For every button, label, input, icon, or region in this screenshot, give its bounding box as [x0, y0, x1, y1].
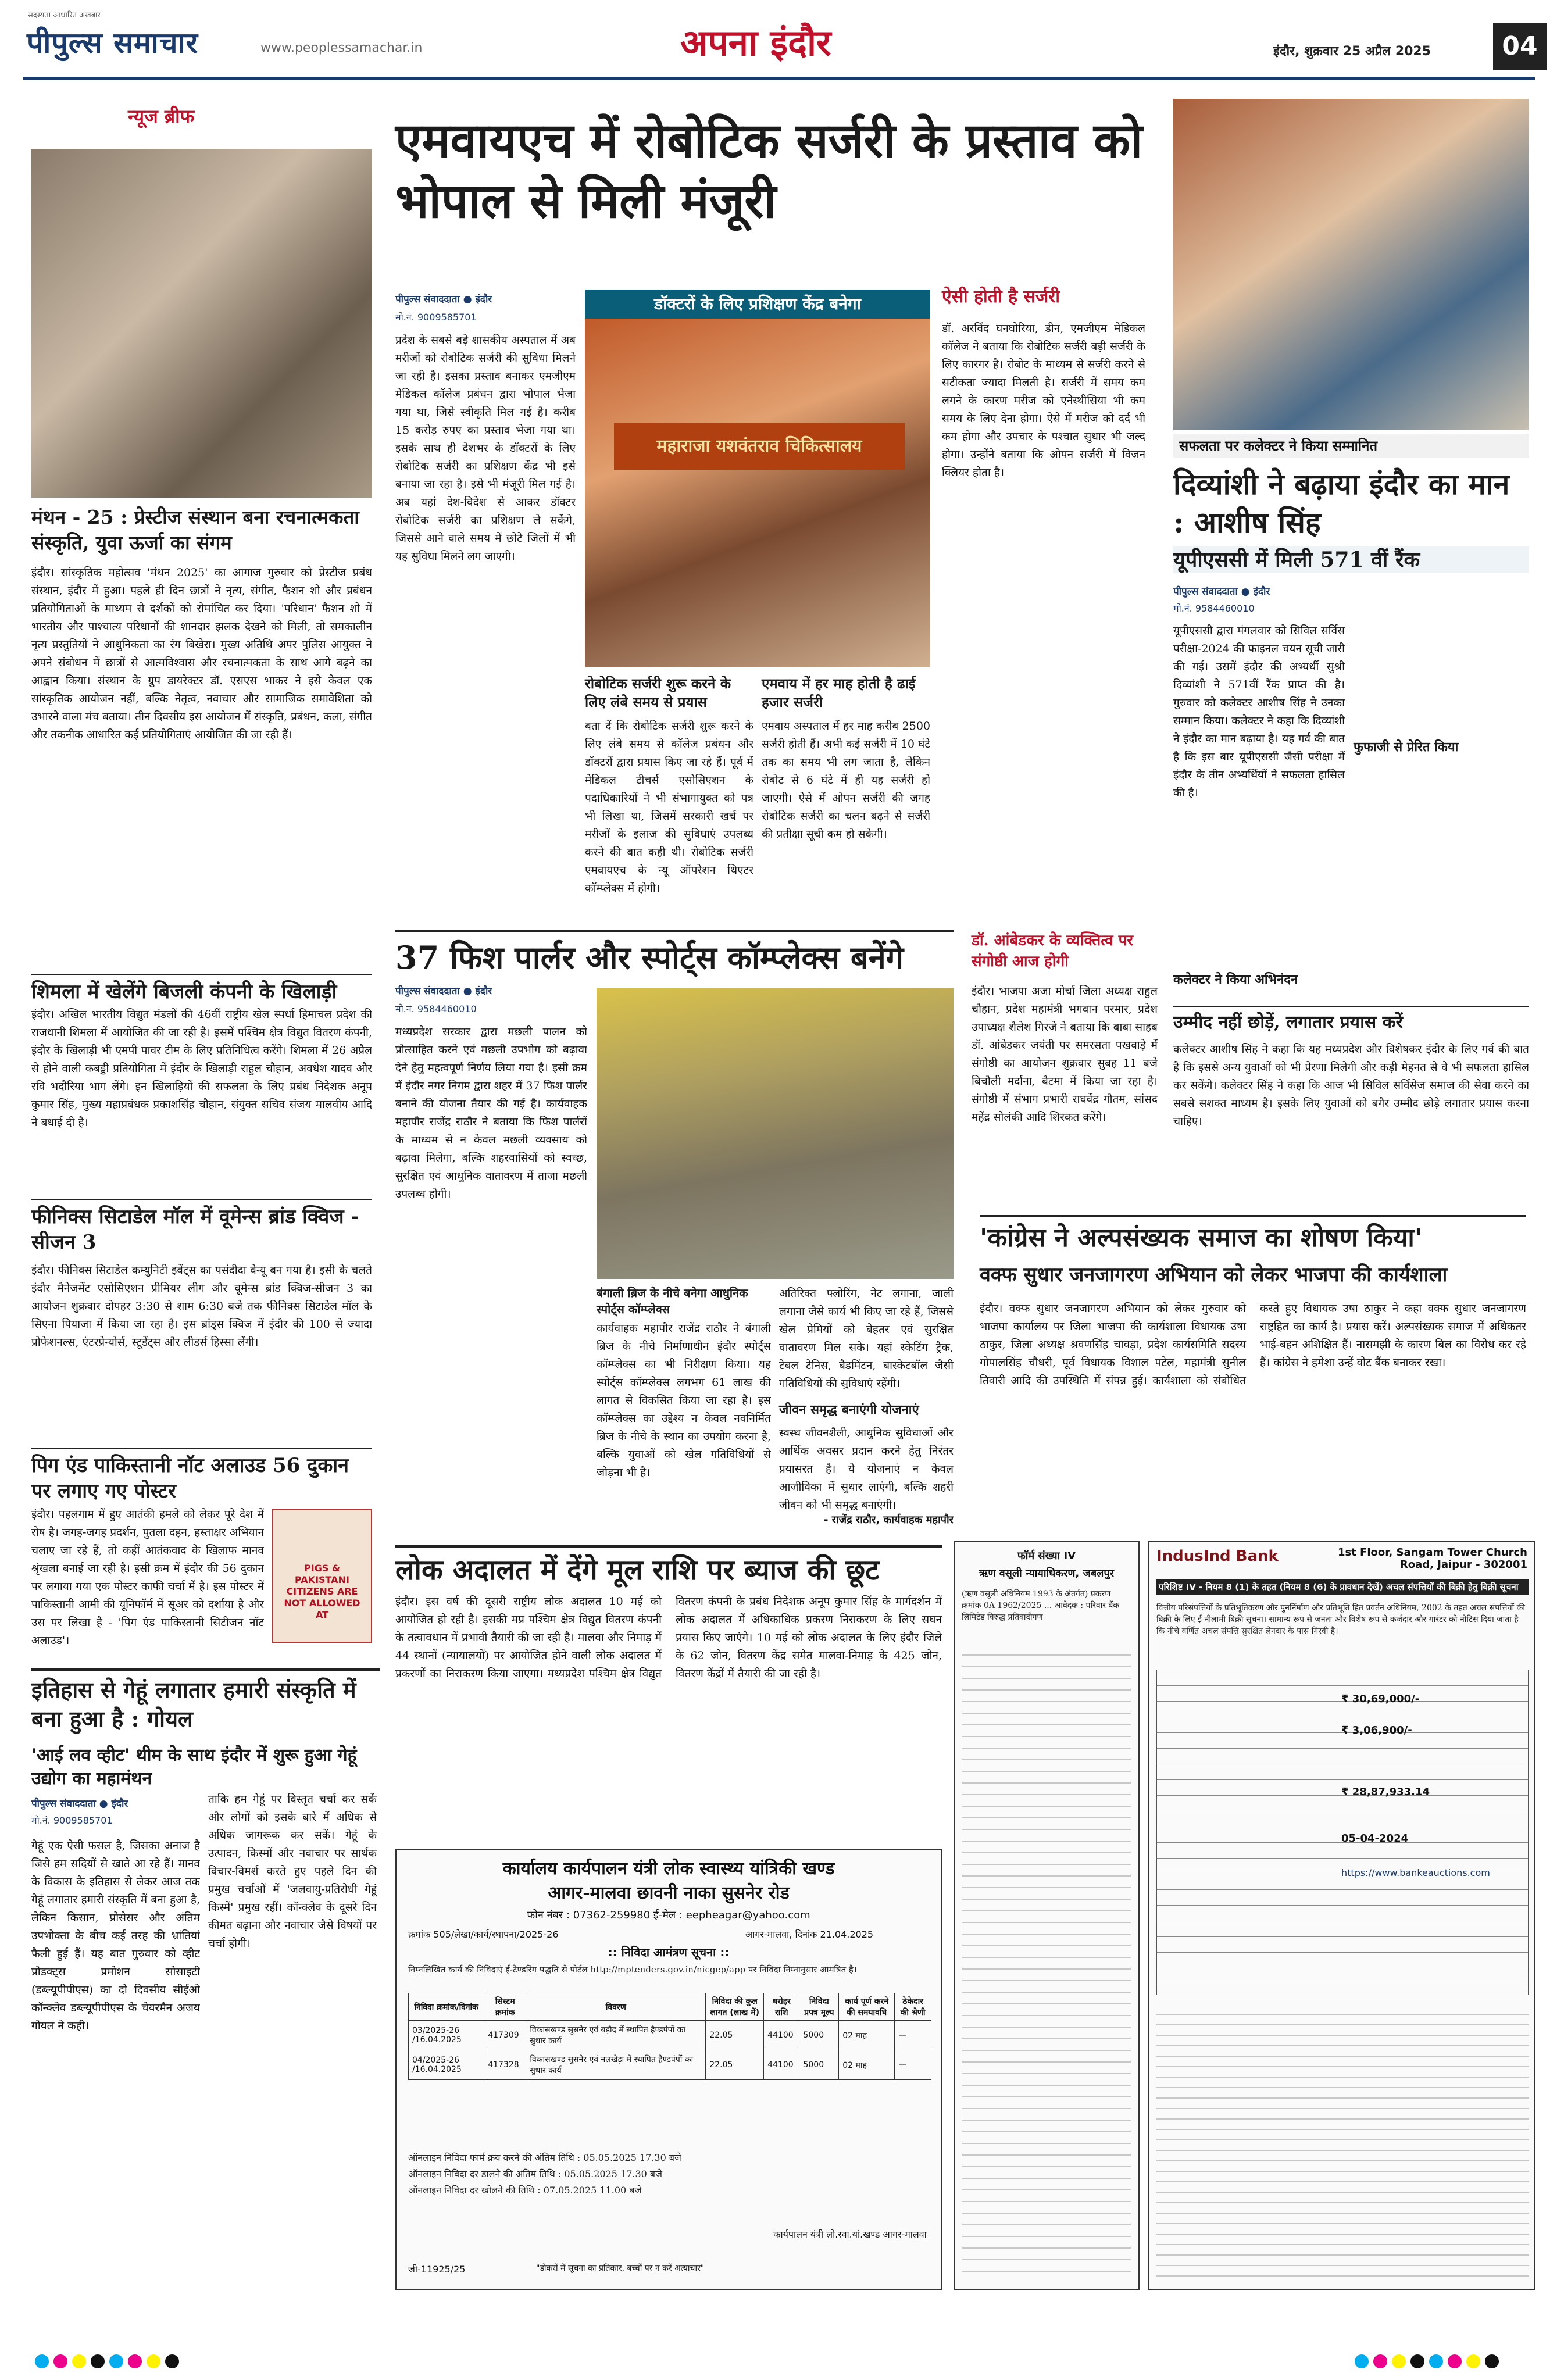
lead-story	[384, 87, 1160, 919]
wheat-body-2: ताकि हम गेहूं पर विस्तृत चर्चा कर सकें और लोगों को इसके बारे में अधिक से अधिक जागरूक कर सकें। गेहूं के उत्पादन, किस्मों और नवाचार पर सार्थक विचार-विमर्श करते हुए पहले दिन की प्रमुख चर्चाओं में 'जलवायु-प्रतिरोधी गेहूं किस्में' प्रमुख रहीं। कॉन्क्लेव के दूसरे दिन कीमत बढ़ाना और नवाचार जैसे विषयों पर चर्चा होगी।	[208, 1793, 377, 1950]
collector-headline: दिव्यांशी ने बढ़ाया इंदौर का मान : आशीष सिंह	[1173, 467, 1510, 539]
manthan-event-photo	[31, 149, 372, 498]
tender-ref: क्रमांक 505/लेखा/कार्य/स्थापना/2025-26	[408, 1929, 559, 1940]
waqf-quote: 'कांग्रेस ने अल्पसंख्यक समाज का शोषण किया'	[980, 1215, 1526, 1255]
ambedkar-body: इंदौर। भाजपा अजा मोर्चा जिला अध्यक्ष राहुल चौहान, प्रदेश महामंत्री भगवान परमार, प्रदेश उपाध्यक्ष शैलेश गिरजे ने बताया कि बाबा साहब डॉ. आंबेडकर जयंती पर समरसता पखवाड़े में संगोष्ठी का आयोजन शुक्रवार सुबह 11 बजे बिचौली मर्दाना, बैटमा में किया जा रहा है। संगोष्ठी में संभाग प्रभारी राघवेंद्र गौतम, सांसद महेंद्र सोलंकी आदि शिरकत करेंगे।	[972, 985, 1158, 1124]
tender-cell: 03/2025-26 /16.04.2025	[409, 2021, 484, 2050]
tender-col-header: कार्य पूर्ण करने की समयावधि	[839, 1993, 895, 2021]
bridge-headline: बंगाली ब्रिज के नीचे बनेगा आधुनिक स्पोर्ट्स कॉम्प्लेक्स	[597, 1286, 748, 1316]
lead-byline: पीपुल्स संवाददाता ● इंदौर	[395, 294, 492, 305]
tender-cell: —	[895, 2021, 931, 2050]
fish-mobile: मो.नं. 9584460010	[395, 1003, 477, 1014]
lead-headline: एमवायएच में रोबोटिक सर्जरी के प्रस्ताव को भोपाल से मिली मंजूरी	[395, 113, 1143, 229]
masthead	[0, 0, 1557, 81]
phoenix-body: इंदौर। फीनिक्स सिटाडेल कम्युनिटी इवेंट्स का पसंदीदा वेन्यू बन गया है। इसी के चलते इंदौर मैनेजमेंट एसोसिएशन प्रीमियर लीग और वूमेन्स ब्रांड क्विज-सीजन 3 का आयोजन शुक्रवार दोपहर 3:30 से शाम 6:30 बजे तक फीनिक्स सिटाडेल मॉल के सिएना पियाजा में किया जा रहा है। इस ब्रांड्स क्विज में इंदौर की 100 से ज्यादा प्रोफेशनल्स, एंटरप्रेन्योर्स, स्टूडेंट्स और लीडर्स हिस्सा लेंगी।	[31, 1264, 372, 1349]
wheat-headline: इतिहास से गेहूं लगातार हमारी संस्कृति में बना हुआ है : गोयल	[31, 1668, 380, 1734]
fish-byline: पीपुल्स संवाददाता ● इंदौर	[395, 985, 492, 997]
tender-col-header: निविदा की कुल लागत (लाख में)	[706, 1993, 764, 2021]
lead-sub2-head: एमवाय में हर माह होती है ढाई हजार सर्जरी	[762, 675, 916, 710]
tender-date: आगर-मालवा, दिनांक 21.04.2025	[745, 1929, 874, 1940]
drt-subtitle: ऋण वसूली न्यायाधिकरण, जबलपुर	[979, 1567, 1114, 1579]
color-registration-dots-right	[1355, 2354, 1504, 2371]
indusind-website[interactable]: https://www.bankeauctions.com	[1341, 1867, 1490, 1878]
tender-cell: 44100	[764, 2021, 799, 2050]
lead-sub1-head: रोबोटिक सर्जरी शुरू करने के लिए लंबे समय से प्रयास	[585, 675, 731, 710]
tender-table	[408, 1993, 931, 2080]
manthan-headline: मंथन - 25 : प्रेस्टीज संस्थान बना रचनात्मकता संस्कृति, युवा ऊर्जा का संगम	[31, 506, 359, 554]
pig-poster-headline: पिग एंड पाकिस्तानी नॉट अलाउड 56 दुकान पर लगाए गए पोस्टर	[31, 1448, 372, 1504]
collector-felicitation-photo	[1173, 99, 1529, 430]
tender-cell: 02 माह	[839, 2021, 895, 2050]
collector-byline: पीपुल्स संवाददाता ● इंदौर	[1173, 586, 1270, 598]
page-number: 04	[1493, 23, 1547, 70]
tender-cell: 5000	[799, 2050, 839, 2080]
collector-story	[1167, 87, 1535, 1209]
collector-subbox-2: कलेक्टर ने किया अभिनंदन	[1173, 972, 1298, 987]
hospital-sign: महाराजा यशवंतराव चिकित्सालय	[614, 423, 905, 470]
pig-poster-body: इंदौर। पहलगाम में हुए आतंकी हमले को लेकर पूरे देश में रोष है। जगह-जगह प्रदर्शन, पुतला दहन, हस्ताक्षर अभियान चलाए जा रहे हैं, तो कहीं आतंकवाद के खिलाफ मानव श्रृंखला बनाई जा रही है। इसी क्रम में इंदौर की 56 दुकान पर लगाया गया एक पोस्टर काफी चर्चा में है। इस पोस्टर में पाकिस्तानी आमी की यूनिफॉर्म में सूअर को दर्शाया है और उस पर लिखा है - 'पिग एंड पाकिस्तानी सिटीजन नॉट अलाउड'।	[31, 1508, 264, 1647]
masthead-logo: पीपुल्स समाचार	[27, 26, 198, 60]
indusind-logo: IndusInd Bank	[1156, 1548, 1279, 1565]
lead-side-body: डॉ. अरविंद घनघोरिया, डीन, एमजीएम मेडिकल कॉलेज ने बताया कि रोबोटिक सर्जरी बड़ी सर्जरी के लिए कारगर है। रोबोट के माध्यम से सर्जरी करने से सटीकता ज्यादा मिलती है। सर्जरी में समय कम लगने के कारण मरीज को एनेस्थीसिया भी कम समय के लिए देना होगा। ऐसे में मरीज को दर्द भी कम होगा और उपचार के पश्चात सुधार भी जल्द होगा। उन्होंने बताया कि ओपन सर्जरी में विजन क्लियर होता है।	[942, 322, 1145, 479]
news-brief-label: न्यूज ब्रीफ	[128, 105, 195, 127]
tender-cell: 02 माह	[839, 2050, 895, 2080]
color-registration-dots-left	[35, 2354, 184, 2371]
drt-body: (ऋण वसूली अधिनियम 1993 के अंतर्गत) प्रकरण क्रमांक 0A 1962/2025 ... आवेदक : परिवार बैंक लिमिटेड विरुद्ध प्रतिवादीगण	[962, 1589, 1120, 1622]
tender-footer-left: जी-11925/25	[408, 2264, 466, 2275]
waqf-headline: वक्फ सुधार जनजागरण अभियान को लेकर भाजपा की कार्यशाला	[980, 1263, 1448, 1287]
manthan-body: इंदौर। सांस्कृतिक महोत्सव 'मंथन 2025' का आगाज गुरुवार को प्रेस्टीज प्रबंध संस्थान, इंदौर में हुआ। पहले ही दिन छात्रों ने नृत्य, संगीत, फैशन शो और प्रबंधन प्रतियोगिताओं के माध्यम से दर्शकों को रोमांचित कर दिया। 'परिधान' फैशन शो में भारतीय और पाश्चात्य परिधानों की शानदार झलक देखने को मिली, तो समकालीन नृत्य प्रस्तुतियों ने आधुनिकता का रंग बिखेरा। मुख्य अतिथि अपर पुलिस आयुक्त ने अपने संबोधन में छात्रों से आत्मविश्वास और रचनात्मकता के साथ आगे बढ़ने का आह्वान किया। संस्थान के ग्रुप डायरेक्टर डॉ. एसएस भाकर ने इसे केवल एक सांस्कृतिक आयोजन नहीं, बल्कि नेतृत्व, नवाचार और सामाजिक समावेशिता को उभारने वाला मंच बताया। तीन दिवसीय इस आयोजन में संस्कृति, प्रबंधन, कला, संगीत और तकनीक आधारित कई प्रतियोगिताएं आयोजित की जा रही हैं।	[31, 566, 372, 741]
tender-cell: —	[895, 2050, 931, 2080]
shimla-headline: शिमला में खेलेंगे बिजली कंपनी के खिलाड़ी	[31, 974, 372, 1005]
indusind-notice	[1148, 1541, 1535, 2290]
fish-headline: 37 फिश पार्लर और स्पोर्ट्स कॉम्प्लेक्स बनेंगे	[395, 930, 954, 978]
tender-title-2: आगर-मालवा छावनी नाका सुसनेर रोड	[548, 1883, 790, 1903]
tender-table-row	[409, 2050, 931, 2080]
drt-title: फॉर्म संख्या IV	[1017, 1550, 1076, 1562]
tender-col-header: विवरण	[526, 1993, 706, 2021]
lead-sub1-body: बता दें कि रोबोटिक सर्जरी शुरू करने के लिए लंबे समय से कॉलेज प्रबंधन और डॉक्टरों द्वारा प्रयास किए जा रहे हैं। पूर्व में मेडिकल टीचर्स एसोसिएशन के पदाधिकारियों ने भी संभागायुक्त को पत्र भी लिखा था, जिसमें सरकारी खर्च पर मरीजों के इलाज की सुविधाएं उपलब्ध करने की बात कही थी। रोबोटिक सर्जरी एमवायएच के न्यू ऑपरेशन थिएटर कॉम्प्लेक्स में होगी।	[585, 720, 753, 895]
drt-placeholder-lines	[962, 1646, 1131, 2280]
collector-bottom-body: कलेक्टर आशीष सिंह ने कहा कि यह मध्यप्रदेश और विशेषकर इंदौर के लिए गर्व की बात है कि इससे अन्य युवाओं को भी प्रेरणा मिलेगी और कड़ी मेहनत से वे भी सफलता हासिल कर सकेंगे। कलेक्टर सिंह ने कहा कि आज भी सिविल सर्विसेज समाज की सेवा करने का सबसे सशक्त माध्यम है। इसके लिए युवाओं को बगैर उम्मीद छोड़े लगातार प्रयास करना चाहिए।	[1173, 1043, 1529, 1128]
pig-poster-text: PIGS & PAKISTANI CITIZENS ARE NOT ALLOWED AT	[284, 1563, 360, 1620]
collector-body: यूपीएससी द्वारा मंगलवार को सिविल सर्विस परीक्षा-2024 की फाइनल चयन सूची जारी की गई। उसमें इंदौर की अभ्यर्थी सुश्री दिव्यांशी ने 571वीं रैंक प्राप्त की है। गुरुवार को कलेक्टर आशीष सिंह ने उनका सम्मान किया। कलेक्टर ने कहा कि दिव्यांशी ने इंदौर का मान बढ़ाया है। यह गर्व की बात है कि इस बार यूपीएससी जैसी परीक्षा में इंदौर के तीन अभ्यर्थियों ने सफलता हासिल की है।	[1173, 624, 1345, 799]
wheat-subhead: 'आई लव व्हीट' थीम के साथ इंदौर में शुरू हुआ गेहूं उद्योग का महामंथन	[31, 1745, 357, 1789]
pig-poster-photo	[272, 1509, 372, 1643]
collector-mobile: मो.नं. 9584460010	[1173, 603, 1255, 614]
indusind-terms-lines	[1156, 2007, 1529, 2280]
lead-body: प्रदेश के सबसे बड़े शासकीय अस्पताल में अब मरीजों को रोबोटिक सर्जरी की सुविधा मिलने जा रही है। इसका प्रस्ताव बनाकर एमजीएम मेडिकल कॉलेज प्रबंधन द्वारा भोपाल भेजा गया था, जिसे स्वीकृति मिल गई है। करीब 15 करोड़ रुपए का प्रस्ताव भेजा गया था। इसके साथ ही देशभर के डॉक्टरों के लिए रोबोटिक सर्जरी का प्रशिक्षण केंद्र भी इसे बनाया जा रहा है। इसे भी मंजूरी मिल गई है। अब यहां देश-विदेश से आकर डॉक्टर रोबोटिक सर्जरी का प्रशिक्षण ले सकेंगे, जिससे आने वाले समय में छोटे जिलों में भी यह सुविधा मिलने लग जाएगी।	[395, 334, 576, 563]
tender-table-header	[409, 1993, 931, 2021]
indusind-reserve: ₹ 30,69,000/-	[1341, 1693, 1420, 1705]
tender-footer-right: कार्यपालन यंत्री लो.स्वा.यां.खण्ड आगर-मालवा	[773, 2229, 927, 2240]
ambedkar-brief	[968, 924, 1160, 1232]
lead-photo-tag: डॉक्टरों के लिए प्रशिक्षण केंद्र बनेगा	[585, 290, 930, 319]
masthead-website[interactable]: www.peoplessamachar.in	[260, 41, 423, 55]
tender-phone: फोन नंबर : 07362-259980 ई-मेल : eepheagar@yahoo.com	[527, 1909, 810, 1921]
collector-bottom-head: उम्मीद नहीं छोड़ें, लगातार प्रयास करें	[1173, 1006, 1529, 1034]
adalat-headline: लोक अदालत में देंगे मूल राशि पर ब्याज की छूट	[395, 1545, 942, 1588]
lead-side-head: ऐसी होती है सर्जरी	[942, 287, 1060, 307]
lead-sub2-body: एमवाय अस्पताल में हर माह करीब 2500 सर्जरी होती हैं। अभी कई सर्जरी में 10 घंटे तक का समय भी लग जाता है, लेकिन रोबोट से 6 घंटे में ही यह सर्जरी हो जाएगी। ऐसे में ओपन सर्जरी की जगह रोबोटिक सर्जरी का चलन बढ़ने से सर्जरी की प्रतीक्षा सूची कम हो सकेगी।	[762, 720, 930, 841]
life-body: स्वस्थ जीवनशैली, आधुनिक सुविधाओं और आर्थिक अवसर प्रदान करने हेतु निरंतर प्रयासरत है। ये योजनाएं न केवल आजीविका में सुधार लाएंगी, बल्कि शहरी जीवन को भी समृद्ध बनाएंगी।	[779, 1427, 954, 1511]
mayor-signature: - राजेंद्र राठौर, कार्यवाहक महापौर	[823, 1514, 954, 1526]
tender-table-row	[409, 2021, 931, 2050]
tender-notice-label: :: निविदा आमंत्रण सूचना ::	[608, 1945, 730, 1959]
tender-cell: 417328	[484, 2050, 526, 2080]
tender-col-header: निविदा क्रमांक/दिनांक	[409, 1993, 484, 2021]
tender-intro: निम्नलिखित कार्य की निविदाएं ई-टेण्डरिंग पद्धति से पोर्टल http://mptenders.gov.in/nicgep/app पर निविदा निम्नानुसार आमंत्रित है।	[408, 1964, 857, 1975]
tender-cell: 04/2025-26 /16.04.2025	[409, 2050, 484, 2080]
fish-parlour-story	[384, 924, 965, 1535]
drt-notice	[954, 1541, 1140, 2290]
wheat-byline: पीपुल्स संवाददाता ● इंदौर	[31, 1798, 128, 1810]
tender-col-header: धरोहर राशि	[764, 1993, 799, 2021]
lok-adalat-story	[384, 1541, 951, 1843]
section-title: अपना इंदौर	[680, 22, 831, 64]
indusind-emd: ₹ 3,06,900/-	[1341, 1724, 1412, 1736]
tender-notice	[395, 1849, 942, 2290]
tender-date-1: ऑनलाइन निविदा फार्म क्रय करने की अंतिम तिथि : 05.05.2025 17.30 बजे	[408, 2152, 681, 2163]
waqf-story	[968, 1209, 1535, 1535]
lead-mobile: मो.नं. 9009585701	[395, 312, 477, 323]
sports-complex-photo	[597, 988, 954, 1279]
indusind-address: 1st Floor, Sangam Tower Church Road, Jaipur - 302001	[1337, 1546, 1527, 1571]
indusind-notice-title: परिशिष्ट IV - नियम 8 (1) के तहत (नियम 8 (6) के प्रावधान देखें) अचल संपत्तियों की बिक्री हेतु बिक्री सूचना	[1156, 1579, 1529, 1595]
fish-third-body: अतिरिक्त फ्लोरिंग, नेट लगाना, जाली लगाना जैसे कार्य भी किए जा रहे हैं, जिससे खेल प्रेमियों को बेहतर एवं सुरक्षित वातावरण मिल सके। यहां स्केटिंग ट्रैक, टेबल टेनिस, बैडमिंटन, बास्केटबॉल जैसी गतिविधियों की सुविधाएं रहेंगी।	[779, 1287, 954, 1389]
tender-col-header: ठेकेदार की श्रेणी	[895, 1993, 931, 2021]
indusind-auction-date: 05-04-2024	[1341, 1832, 1409, 1845]
tender-cell: 22.05	[706, 2050, 764, 2080]
indusind-body: वित्तीय परिसंपत्तियों के प्रतिभूतिकरण और पुनर्निर्माण और प्रतिभूति हित प्रवर्तन अधिनियम, 2002 के तहत अचल संपत्तियों की बिक्री के लिए ई-नीलामी बिक्री सूचना। सामान्य रूप से जनता और विशेष रूप से कर्जदार और गारंटर को नोटिस दिया जाता है कि नीचे वर्णित अचल संपत्ति सुरक्षित लेनदार के पास गिरवी है।	[1156, 1603, 1526, 1636]
collector-subbox-1: फुफाजी से प्रेरित किया	[1354, 739, 1459, 755]
tender-col-header: सिस्टम क्रमांक	[484, 1993, 526, 2021]
shimla-body: इंदौर। अखिल भारतीय विद्युत मंडलों की 46वीं राष्ट्रीय खेल स्पर्धा हिमाचल प्रदेश की राजधानी शिमला में आयोजित की जा रही है। इसमें पश्चिम क्षेत्र विद्युत वितरण कंपनी, इंदौर के खिलाड़ी भी एमपी पावर टीम के लिए प्रतिनिधित्व करेंगे। शिमला में 26 अप्रैल से होने वाली कबड्डी प्रतियोगिता में इंदौर के खिलाड़ी राहुल चौहान, अवधेश यादव और रवि भदौरिया भाग लेंगे। इन खिलाड़ियों की सफलता के लिए प्रबंध निदेशक अनूप कुमार सिंह, मुख्य महाप्रबंधक प्रकाशसिंह चौहान, संयुक्त सचिव संजय मालवीय आदि ने बधाई दी है।	[31, 1008, 372, 1129]
wheat-body: गेहूं एक ऐसी फसल है, जिसका अनाज है जिसे हम सदियों से खाते आ रहे हैं। मानव के विकास के इतिहास से लेकर आज तक गेहूं लगातार हमारी संस्कृति में बना हुआ है, लेकिन किसान, प्रोसेसर और अंतिम उपभोक्ता के बीच कई तरह की भ्रांतियां फैली हुई हैं। यह बात गुरुवार को व्हीट प्रोडक्ट्स प्रमोशन सोसाइटी (डब्ल्यूपीपीएस) का दो दिवसीय सीईओ कॉन्क्लेव डब्ल्यूपीपीएस के चेयरमैन अजय गोयल ने कही।	[31, 1839, 200, 2032]
wheat-story	[23, 1668, 384, 2285]
wheat-mobile: मो.नं. 9009585701	[31, 1815, 113, 1826]
indusind-outstanding: ₹ 28,87,933.14	[1341, 1786, 1430, 1798]
tender-col-header: निविदा प्रपत्र मूल्य	[799, 1993, 839, 2021]
tender-date-3: ऑनलाइन निविदा दर खोलने की तिथि : 07.05.2025 11.00 बजे	[408, 2185, 642, 2196]
adalat-body: इंदौर। इस वर्ष की दूसरी राष्ट्रीय लोक अदालत 10 मई को आयोजित हो रही है। इसकी मप्र पश्चिम क्षेत्र विद्युत वितरण कंपनी के तत्वावधान में प्रभावी तैयारी की जा रही है। मालवा और निमाड़ में 44 स्थानों (न्यायालयों) पर आयोजित होने वाली लोक अदालत में प्रकरणों का निराकरण किया जाएगा। मध्यप्रदेश पश्चिम क्षेत्र विद्युत वितरण कंपनी के प्रबंध निदेशक अनूप कुमार सिंह के मार्गदर्शन में लोक अदालत में अधिकाधिक प्रकरण निराकरण के लिए सघन प्रयास किए जाएंगे। 10 मई को लोक अदालत के लिए इंदौर जिले के 62 जोन, वितरण केंद्र समेत मालवा-निमाड़ के 425 जोन, वितरण केंद्रों में तैयारी की जा रही है।	[395, 1595, 942, 1680]
life-headline: जीवन समृद्ध बनाएंगी योजनाएं	[779, 1402, 919, 1417]
masthead-rule	[23, 77, 1535, 80]
dateline: इंदौर, शुक्रवार 25 अप्रैल 2025	[1273, 44, 1431, 59]
tender-date-2: ऑनलाइन निविदा दर डालने की अंतिम तिथि : 05.05.2025 17.30 बजे	[408, 2168, 662, 2179]
ambedkar-headline: डॉ. आंबेडकर के व्यक्तित्व पर संगोष्ठी आज होगी	[972, 932, 1134, 970]
fish-body: मध्यप्रदेश सरकार द्वारा मछली पालन को प्रोत्साहित करने एवं मछली उपभोग को बढ़ावा देने हेतु महत्वपूर्ण निर्णय लिया गया है। इसी क्रम में इंदौर नगर निगम द्वारा शहर में 37 फिश पार्लर बनाने की योजना तैयार की गई है। कार्यवाहक महापौर राजेंद्र राठौर ने बताया कि फिश पार्लरों के माध्यम से न केवल मछली व्यवसाय को बढ़ावा मिलेगा, बल्कि शहरवासियों को स्वच्छ, सुरक्षित एवं आधुनिक वातावरण में ताजा मछली उपलब्ध होगी।	[395, 1025, 587, 1200]
masthead-tagline: सदस्यता आधारित अखबार	[28, 11, 101, 20]
tender-cell: विकासखण्ड सुसनेर एवं नलखेड़ा में स्थापित हैण्डपंपों का सुधार कार्य	[526, 2050, 706, 2080]
waqf-body: इंदौर। वक्फ सुधार जनजागरण अभियान को लेकर गुरुवार को भाजपा कार्यालय पर जिला भाजपा की कार्यशाला विधायक उषा ठाकुर, जिला अध्यक्ष श्रवणसिंह चावड़ा, प्रदेश कार्यसमिति सदस्य गोपालसिंह चौधरी, पूर्व विधायक विशाल पटेल, महामंत्री सुनील तिवारी आदि की उपस्थिति में संपन्न हुई। कार्यशाला को संबोधित करते हुए विधायक उषा ठाकुर ने कहा वक्फ सुधार जनजागरण राष्ट्रहित का कार्य है। प्रयास करें। अल्पसंख्यक समाज में अधिकतर भाई-बहन अशिक्षित हैं। नासमझी के कारण बिल का विरोध कर रहे हैं। कांग्रेस ने हमेशा उन्हें वोट बैंक बनाकर रखा।	[980, 1302, 1526, 1387]
tender-title-1: कार्यालय कार्यपालन यंत्री लोक स्वास्थ्य यांत्रिकी खण्ड	[502, 1859, 835, 1879]
tender-cell: 44100	[764, 2050, 799, 2080]
collector-caption: सफलता पर कलेक्टर ने किया सम्मानित	[1173, 434, 1529, 458]
bridge-body: कार्यवाहक महापौर राजेंद्र राठौर ने बंगाली ब्रिज के नीचे निर्माणाधीन इंदौर स्पोर्ट्स कॉम्प्लेक्स का भी निरीक्षण किया। यह स्पोर्ट्स कॉम्प्लेक्स लगभग 61 लाख की लागत से विकसित किया जा रहा है। इस कॉम्प्लेक्स का उद्देश्य न केवल नवनिर्मित ब्रिज के नीचे के स्थान का उपयोग करना है, बल्कि युवाओं को खेल गतिविधियों से जोड़ना भी है।	[597, 1322, 771, 1479]
tender-cell: 5000	[799, 2021, 839, 2050]
collector-subhead: यूपीएससी में मिली 571 वीं रैंक	[1173, 546, 1529, 573]
tender-cell: विकासखण्ड सुसनेर एवं बड़ौद में स्थापित हैण्डपंपों का सुधार कार्य	[526, 2021, 706, 2050]
phoenix-headline: फीनिक्स सिटाडेल मॉल में वूमेन्स ब्रांड क्विज - सीजन 3	[31, 1199, 372, 1255]
tender-footer-mid: "डोकरों में सूचना का प्रतिकार, बच्चों पर न करें अत्याचार"	[536, 2264, 705, 2273]
tender-cell: 22.05	[706, 2021, 764, 2050]
tender-cell: 417309	[484, 2021, 526, 2050]
hospital-building-photo	[585, 319, 930, 667]
